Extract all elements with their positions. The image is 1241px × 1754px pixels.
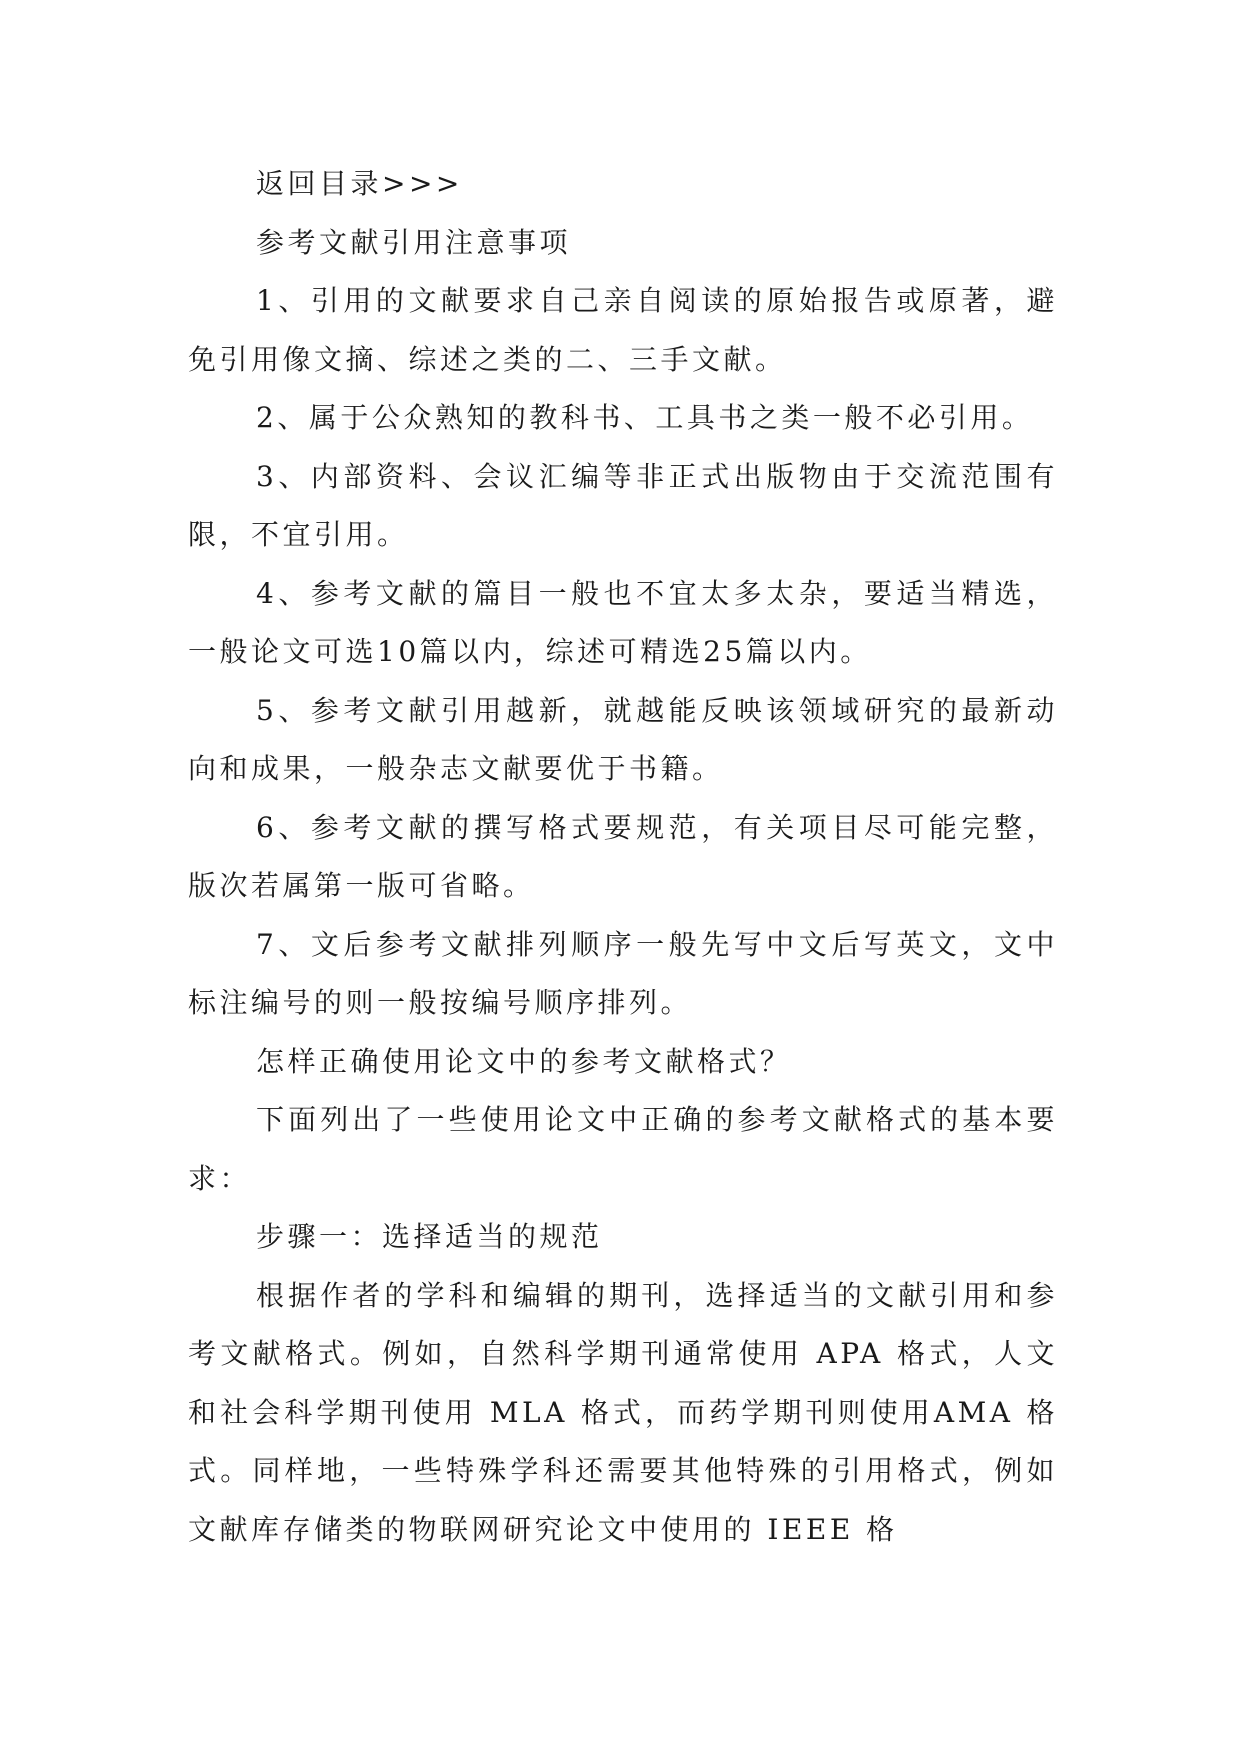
- back-to-contents-link[interactable]: 返回目录>>>: [256, 167, 463, 200]
- paragraph-intro: 下面列出了一些使用论文中正确的参考文献格式的基本要求：: [188, 1103, 1058, 1195]
- section-heading-citation-notes: 参考文献引用注意事项: [256, 225, 572, 259]
- document-body: [188, 155, 1058, 1559]
- step-heading-1: 步骤一：选择适当的规范: [256, 1220, 603, 1253]
- paragraph-item-3: 3、内部资料、会议汇编等非正式出版物由于交流范围有限，不宜引用。: [188, 459, 1058, 551]
- paragraph-item-1: 1、引用的文献要求自己亲自阅读的原始报告或原著，避免引用像文摘、综述之类的二、三手文献。: [188, 284, 1058, 376]
- paragraph-item-5: 5、参考文献引用越新，就越能反映该领域研究的最新动向和成果，一般杂志文献要优于书籍。: [188, 693, 1058, 785]
- paragraph-item-6: 6、参考文献的撰写格式要规范，有关项目尽可能完整，版次若属第一版可省略。: [188, 810, 1058, 902]
- paragraph-item-7: 7、文后参考文献排列顺序一般先写中文后写英文，文中标注编号的则一般按编号顺序排列。: [188, 927, 1058, 1019]
- section-heading-how-to-use: 怎样正确使用论文中的参考文献格式？: [256, 1044, 792, 1078]
- paragraph-step-1-body: 根据作者的学科和编辑的期刊，选择适当的文献引用和参考文献格式。例如，自然科学期刊通常使用 APA 格式，人文和社会科学期刊使用 MLA 格式，而药学期刊则使用AMA 格式。同样地，一些特殊学科还需要其他特殊的引用格式，例如文献库存储类的物联网研究论文中使用的 IEEE 格: [188, 1278, 1058, 1546]
- paragraph-item-4: 4、参考文献的篇目一般也不宜太多太杂，要适当精选，一般论文可选10篇以内，综述可精选25篇以内。: [188, 576, 1058, 668]
- paragraph-item-2: 2、属于公众熟知的教科书、工具书之类一般不必引用。: [256, 401, 1034, 434]
